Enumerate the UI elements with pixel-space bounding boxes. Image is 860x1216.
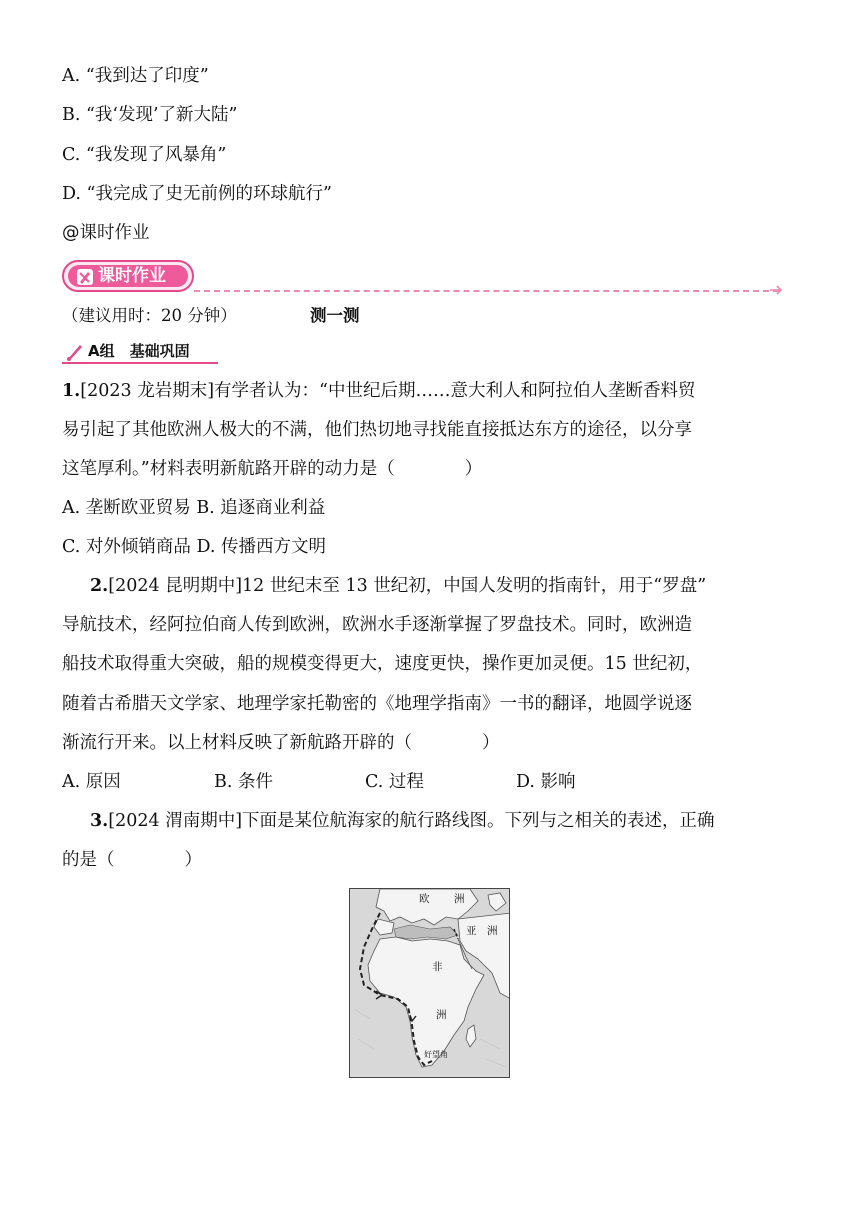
group-a-underline [62,362,218,364]
map-label-europe-1: 欧 [419,893,430,905]
map-label-cape: 好望角 [424,1050,448,1059]
q2-option-a: A. 原因 [62,772,121,792]
option-c: C. “我发现了风暴角” [62,145,227,165]
q3-line2: 的是（ ） [62,850,202,870]
banner-pill [62,260,194,292]
voyage-route-map [349,888,510,1078]
banner-title: 课时作业 [68,265,188,287]
option-b: B. “我‘发现’了新大陆” [62,105,238,125]
q1-options-cd: C. 对外倾销商品 D. 传播西方文明 [62,537,326,557]
time-note: （建议用时：20 分钟） [62,306,237,325]
q2-number: 2. [90,576,109,596]
arrow-end-icon [769,284,785,296]
pencil-icon [74,267,96,287]
q1-line3: 这笔厚利。”材料表明新航路开辟的动力是（ ） [62,459,483,479]
q2-option-c: C. 过程 [365,772,424,792]
brush-icon [64,340,86,362]
map-label-africa-1: 非 [432,961,443,973]
section-marker: @课时作业 [62,223,150,243]
q3-number: 3. [90,811,109,831]
q2-source: [2024 昆明期中] [108,576,243,596]
q1-source: [2023 龙岩期末] [80,381,215,401]
homework-banner [62,260,787,300]
q1-line1 [62,379,696,403]
q2-line3: 船技术取得重大突破，船的规模变得更大，速度更快，操作更加灵便。15 世纪初， [62,654,703,674]
map-label-asia-1: 亚 [466,925,477,937]
q1-line2: 易引起了其他欧洲人极大的不满，他们热切地寻找能直接抵达东方的途径，以分享 [62,420,692,440]
q1-number: 1. [62,381,81,401]
q1-options-ab: A. 垄断欧亚贸易 B. 追逐商业利益 [62,498,326,518]
q2-text-1: 12 世纪末至 13 世纪初，中国人发明的指南针，用于“罗盘” [242,576,707,596]
option-d: D. “我完成了史无前例的环球航行” [62,184,332,204]
map-label-asia-2: 洲 [487,925,498,937]
q3-source: [2024 渭南期中] [108,811,243,831]
group-a-label: A组 基础巩固 [88,342,190,360]
test-title: 测一测 [310,306,360,325]
option-a: A. “我到达了印度” [62,66,209,86]
q1-text-1: 有学者认为：“中世纪后期……意大利人和阿拉伯人垄断香料贸 [214,381,696,401]
q2-option-d: D. 影响 [516,772,576,792]
map-label-africa-2: 洲 [436,1009,447,1021]
q3-line1 [90,809,715,833]
q2-option-b: B. 条件 [214,772,273,792]
q2-line1 [90,574,706,598]
q2-line5: 渐流行开来。以上材料反映了新航路开辟的（ ） [62,733,500,753]
map-label-europe-2: 洲 [454,893,465,905]
q3-text-1: 下面是某位航海家的航行路线图。下列与之相关的表述，正确 [242,811,715,831]
group-a-header [62,340,222,364]
q2-line4: 随着古希腊天文学家、地理学家托勒密的《地理学指南》一书的翻译，地圆学说逐 [62,694,692,714]
banner-dashed-line [194,290,779,292]
q2-line2: 导航技术，经阿拉伯商人传到欧洲，欧洲水手逐渐掌握了罗盘技术。同时，欧洲造 [62,615,692,635]
